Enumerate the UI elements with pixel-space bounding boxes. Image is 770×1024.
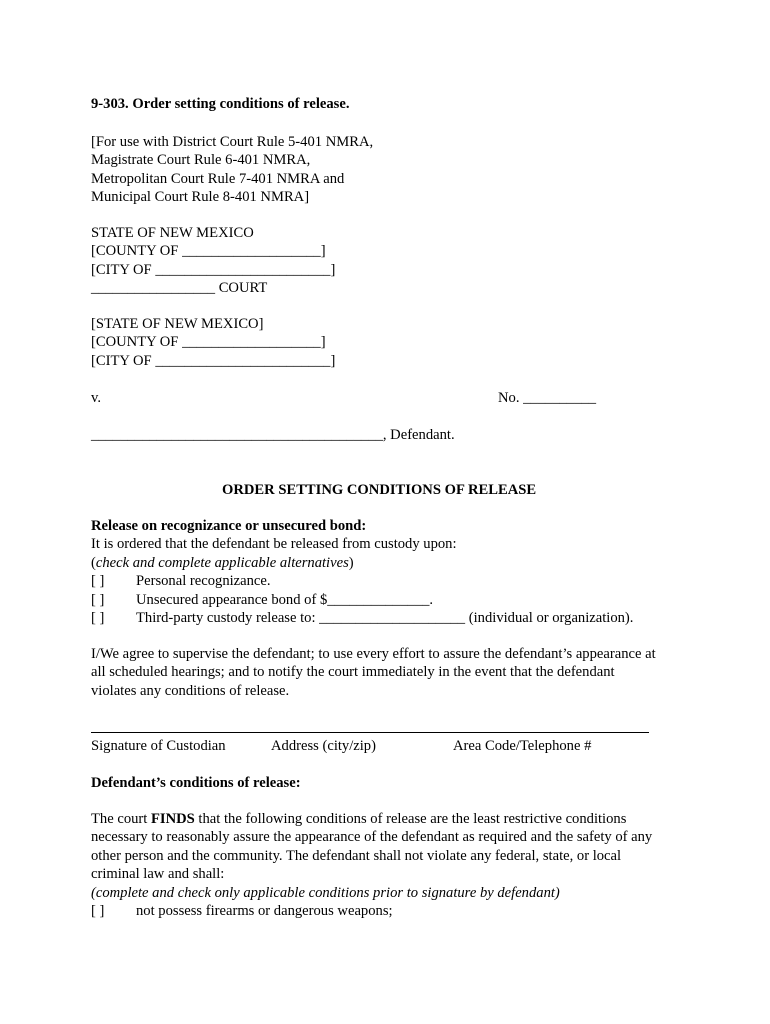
caption-line: [COUNTY OF ___________________] bbox=[91, 334, 326, 351]
findings-line: The court FINDS that the following conditions of release are the least restrictive conditions bbox=[91, 811, 627, 827]
checkbox-brackets[interactable]: [ ] bbox=[91, 903, 105, 920]
caption-line: _________________ COURT bbox=[91, 280, 268, 297]
findings-line: necessary to reasonably assure the appearance of the defendant as required and the safety of any bbox=[91, 829, 653, 846]
order-title: ORDER SETTING CONDITIONS OF RELEASE bbox=[222, 482, 537, 498]
findings-line: other person and the community. The defendant shall not violate any federal, state, or local bbox=[91, 847, 622, 864]
checkbox-brackets[interactable]: [ ] bbox=[91, 591, 105, 608]
release-option[interactable]: [ ] Third-party custody release to: ____________________ (individual or organization). bbox=[91, 610, 634, 627]
release-option[interactable]: [ ] Personal recognizance. bbox=[91, 573, 271, 590]
release-heading: Release on recognizance or unsecured bond: bbox=[91, 518, 367, 534]
conditions-instruction: (complete and check only applicable conditions prior to signature by defendant) bbox=[91, 884, 560, 901]
signature-label-phone: Area Code/Telephone # bbox=[453, 738, 592, 754]
court-caption bbox=[91, 224, 335, 298]
agreement-line: I/We agree to supervise the defendant; to use every effort to assure the defendant’s appearance at bbox=[91, 646, 656, 662]
release-instruction: (check and complete applicable alternatives) bbox=[91, 554, 354, 571]
use-with-note bbox=[91, 133, 373, 207]
findings-line: criminal law and shall: bbox=[91, 866, 225, 883]
release-ordered: It is ordered that the defendant be released from custody upon: bbox=[91, 536, 457, 553]
versus: v. bbox=[91, 390, 101, 406]
use-with-line: [For use with District Court Rule 5-401 NMRA, bbox=[91, 134, 374, 150]
caption-line: STATE OF NEW MEXICO bbox=[91, 225, 254, 241]
checkbox-brackets[interactable]: [ ] bbox=[91, 610, 105, 627]
defendant-conditions-heading: Defendant’s conditions of release: bbox=[91, 775, 301, 791]
findings-section bbox=[91, 810, 652, 920]
condition-option[interactable]: [ ] not possess firearms or dangerous weapons; bbox=[91, 903, 393, 920]
state-caption bbox=[91, 315, 335, 370]
defendant-line: ________________________________________, Defendant. bbox=[91, 427, 455, 443]
rule-heading: 9-303. Order setting conditions of release. bbox=[91, 96, 350, 112]
agreement-line: violates any conditions of release. bbox=[91, 682, 290, 699]
caption-line: [STATE OF NEW MEXICO] bbox=[91, 316, 264, 332]
caption-line: [COUNTY OF ___________________] bbox=[91, 243, 326, 260]
use-with-line: Municipal Court Rule 8-401 NMRA] bbox=[91, 189, 310, 206]
use-with-line: Magistrate Court Rule 6-401 NMRA, bbox=[91, 152, 311, 169]
signature-label-address: Address (city/zip) bbox=[271, 738, 376, 754]
custodian-agreement bbox=[91, 645, 656, 700]
agreement-line: all scheduled hearings; and to notify the court immediately in the event that the defendant bbox=[91, 664, 615, 681]
checkbox-brackets[interactable]: [ ] bbox=[91, 573, 105, 590]
signature-label-custodian: Signature of Custodian bbox=[91, 738, 226, 754]
signature-line[interactable] bbox=[91, 732, 649, 733]
release-option[interactable]: [ ] Unsecured appearance bond of $______________. bbox=[91, 591, 434, 608]
use-with-line: Metropolitan Court Rule 7-401 NMRA and bbox=[91, 170, 345, 187]
caption-line: [CITY OF ________________________] bbox=[91, 261, 336, 278]
case-number: No. __________ bbox=[498, 390, 597, 406]
release-section bbox=[91, 517, 633, 627]
caption-line: [CITY OF ________________________] bbox=[91, 352, 336, 369]
